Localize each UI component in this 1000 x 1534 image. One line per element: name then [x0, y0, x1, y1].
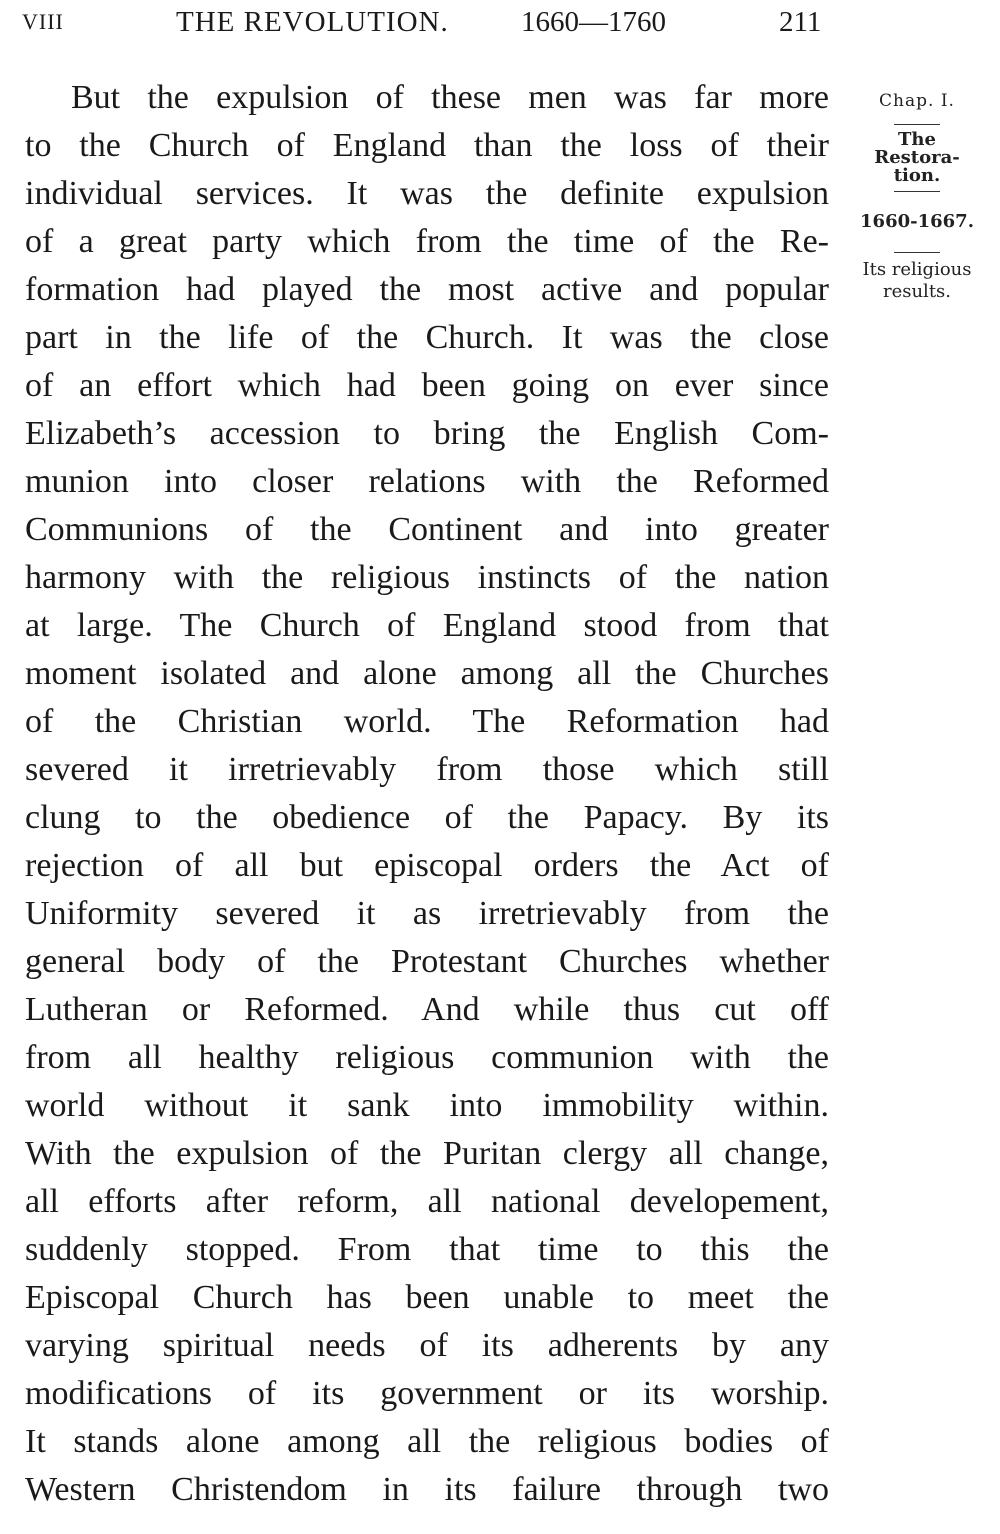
running-title: THE REVOLUTION. [176, 6, 449, 38]
text-line: world without it sank into immobility within. [25, 1087, 829, 1124]
text-line: harmony with the religious instincts of the nation [25, 559, 829, 596]
margin-subject-line: The [898, 129, 936, 150]
text-line: modifications of its government or its worship. [25, 1375, 829, 1412]
running-header [0, 2, 1000, 42]
margin-topic-line: results. [882, 281, 952, 302]
text-line: all efforts after reform, all national developement, [25, 1183, 829, 1220]
text-line: moment isolated and alone among all the Churches [25, 655, 829, 692]
margin-rule [894, 191, 940, 192]
margin-dates: 1660-1667. [860, 211, 974, 232]
text-line: suddenly stopped. From that time to this the [25, 1231, 829, 1268]
text-line: at large. The Church of England stood from that [25, 607, 829, 644]
page-number: 211 [779, 6, 822, 38]
text-line: Uniformity severed it as irretrievably from the [25, 895, 829, 932]
text-line: Lutheran or Reformed. And while thus cut off [25, 991, 829, 1028]
text-line: rejection of all but episcopal orders the Act of [25, 847, 829, 884]
text-line: varying spiritual needs of its adherents by any [25, 1327, 829, 1364]
margin-rule [894, 252, 940, 253]
text-line: to the Church of England than the loss of their [25, 127, 829, 164]
text-line: With the expulsion of the Puritan clergy all change, [25, 1135, 829, 1172]
margin-subject-line: Restora- [874, 147, 960, 168]
text-line: of an effort which had been going on ever since [25, 367, 829, 404]
text-line: clung to the obedience of the Papacy. By its [25, 799, 829, 836]
margin-subject-line: tion. [893, 165, 941, 186]
text-line: severed it irretrievably from those which still [25, 751, 829, 788]
margin-rule [894, 124, 940, 125]
text-line: of the Christian world. The Reformation had [25, 703, 829, 740]
text-line: Elizabeth’s accession to bring the English Com- [25, 415, 829, 452]
text-line: formation had played the most active and popular [25, 271, 829, 308]
text-line: part in the life of the Church. It was the close [25, 319, 829, 356]
header-dates: 1660—1760 [521, 6, 666, 38]
text-line: of a great party which from the time of the Re- [25, 223, 829, 260]
margin-notes [842, 84, 992, 303]
margin-chapter: Chap. I. [879, 91, 955, 111]
body-text [25, 74, 829, 1514]
text-line: Episcopal Church has been unable to meet the [25, 1279, 829, 1316]
text-line: Communions of the Continent and into greater [25, 511, 829, 548]
text-line: But the expulsion of these men was far more [71, 79, 829, 116]
text-line: Western Christendom in its failure through two [25, 1471, 829, 1508]
text-line: from all healthy religious communion with the [25, 1039, 829, 1076]
text-line: general body of the Protestant Churches whether [25, 943, 829, 980]
text-line: munion into closer relations with the Reformed [25, 463, 829, 500]
text-line: It stands alone among all the religious bodies of [25, 1423, 829, 1460]
margin-topic-line: Its religious [862, 259, 972, 280]
section-number: VIII [22, 9, 64, 34]
text-line: individual services. It was the definite expulsion [25, 175, 829, 212]
